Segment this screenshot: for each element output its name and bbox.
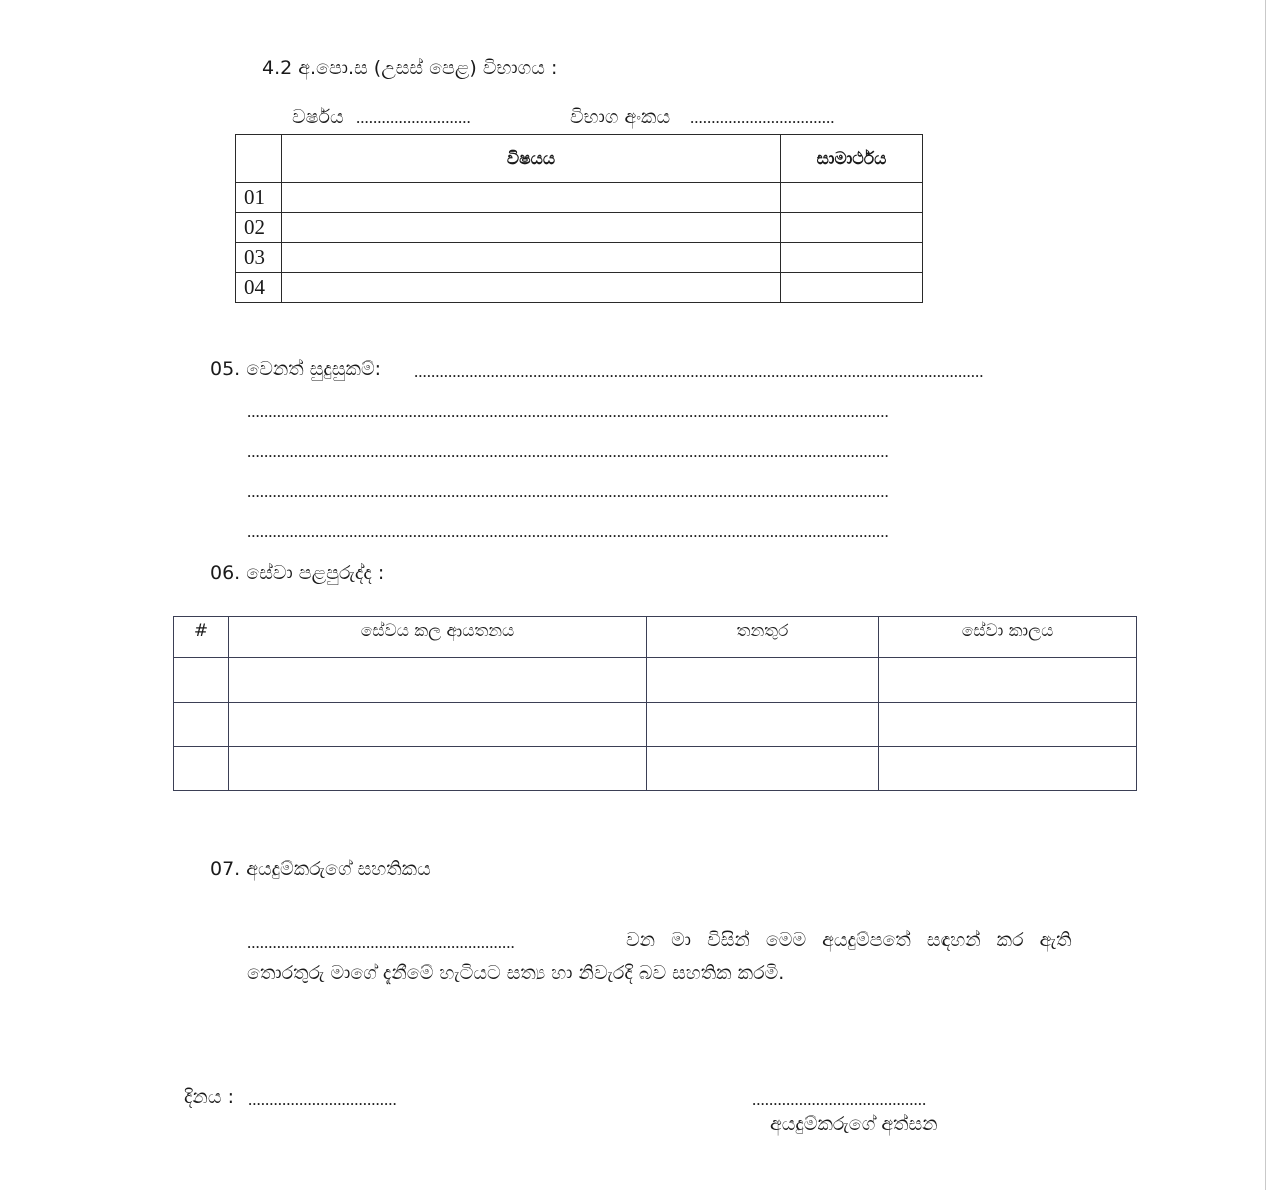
institution-cell[interactable] [229, 703, 647, 747]
service-number-cell[interactable] [174, 658, 229, 703]
other-qualifications-line[interactable]: ....................................................................................................................................................... [247, 402, 889, 421]
table-row [236, 183, 923, 213]
service-period-cell[interactable] [879, 703, 1137, 747]
date-field[interactable]: ................................... [248, 1090, 397, 1109]
subject-cell[interactable] [282, 213, 781, 243]
other-qualifications-line[interactable]: ....................................................................................................................................................... [247, 522, 889, 541]
position-cell[interactable] [647, 658, 879, 703]
service-table-header-period: සේවා කාලය [879, 617, 1137, 658]
other-qualifications-line[interactable]: ....................................................................................................................................................... [247, 442, 889, 461]
service-number-cell[interactable] [174, 747, 229, 791]
other-qualifications-line[interactable]: ....................................................................................................................................................... [247, 482, 889, 501]
signature-field[interactable]: ......................................... [752, 1090, 927, 1109]
table-row [236, 273, 923, 303]
table-row [174, 747, 1137, 791]
position-cell[interactable] [647, 703, 879, 747]
row-number: 02 [236, 213, 282, 243]
subject-cell[interactable] [282, 183, 781, 213]
grade-cell[interactable] [781, 183, 923, 213]
exam-index-field[interactable]: .................................. [690, 108, 835, 127]
position-cell[interactable] [647, 747, 879, 791]
exam-table-header-subject: විෂයය [282, 135, 781, 183]
grade-cell[interactable] [781, 273, 923, 303]
row-number: 03 [236, 243, 282, 273]
other-qualifications-title: 05. වෙනත් සුදුසුකම්: [210, 358, 382, 380]
other-qualifications-line[interactable]: ...................................................................................................................................... [414, 362, 984, 381]
certificate-statement-line2: තොරතුරු මාගේ දැනීමේ හැටියට සත්‍ය හා නිවැරදි බව සහතික කරමි. [247, 962, 785, 984]
year-field[interactable]: ........................... [356, 108, 471, 127]
section-4-2-title: 4.2 අ.පො.ස (උසස් පෙළ) විභාගය : [262, 57, 558, 79]
date-label: දිනය : [184, 1086, 234, 1108]
institution-cell[interactable] [229, 658, 647, 703]
row-number: 01 [236, 183, 282, 213]
applicant-name-field[interactable]: ............................................................... [247, 933, 515, 952]
year-label: වර්ෂය [292, 106, 344, 128]
subject-cell[interactable] [282, 273, 781, 303]
institution-cell[interactable] [229, 747, 647, 791]
applicant-certificate-title: 07. අයදුම්කරුගේ සහතිකය [210, 858, 431, 880]
row-number: 04 [236, 273, 282, 303]
service-experience-table [173, 616, 1137, 791]
grade-cell[interactable] [781, 243, 923, 273]
exam-table-header-grade: සාමාර්ථය [781, 135, 923, 183]
service-period-cell[interactable] [879, 658, 1137, 703]
certificate-statement-line1: වන මා විසින් මෙම අයදුම්පතේ සඳහන් කර ඇති [626, 929, 1072, 951]
service-period-cell[interactable] [879, 747, 1137, 791]
table-row [236, 213, 923, 243]
table-row [174, 658, 1137, 703]
service-table-header-institution: සේවය කල ආයතනය [229, 617, 647, 658]
signature-label: අයදුම්කරුගේ අත්සන [770, 1113, 938, 1135]
service-table-header-hash: # [174, 617, 229, 658]
page-edge-shadow [1265, 0, 1266, 1190]
grade-cell[interactable] [781, 213, 923, 243]
table-row [236, 243, 923, 273]
service-number-cell[interactable] [174, 703, 229, 747]
exam-index-label: විභාග අංකය [570, 106, 671, 128]
exam-table-header-number [236, 135, 282, 183]
subject-cell[interactable] [282, 243, 781, 273]
service-table-header-position: තනතුර [647, 617, 879, 658]
service-experience-title: 06. සේවා පළපුරුද්ද : [210, 562, 385, 584]
table-row [174, 703, 1137, 747]
exam-results-table [235, 134, 923, 303]
